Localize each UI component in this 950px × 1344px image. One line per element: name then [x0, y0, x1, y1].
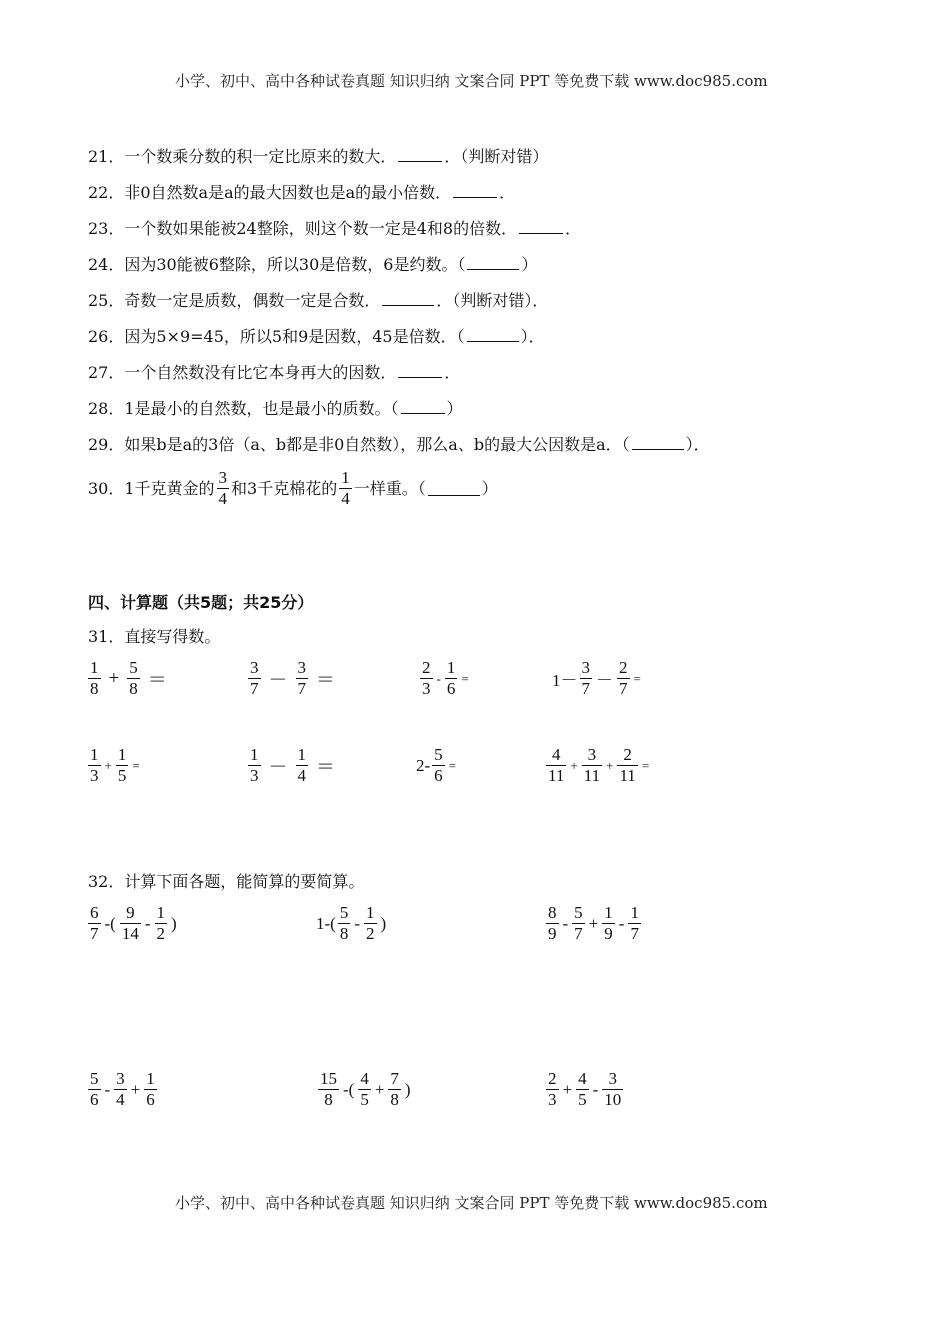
question-26: 26．因为5×9=45，所以5和9是因数，45是倍数．（ ）． [88, 327, 545, 346]
calc-32-1: $\frac{6}{7}$ -( $\frac{9}{14}$ - $\frac{1}{2}$ ) [90, 903, 177, 943]
calc-31-1: $\frac{1}{8}$ + $\frac{5}{8}$ ＝ [90, 658, 167, 698]
page-footer: 小学、初中、高中各种试卷真题 知识归纳 文案合同 PPT 等免费下载 www.doc985.com [175, 1194, 768, 1212]
calc-32-3: $\frac{8}{9}$ - $\frac{5}{7}$ + $\frac{1}{9}$ - $\frac{1}{7}$ [548, 903, 639, 943]
question-21: 21．一个数乘分数的积一定比原来的数大． ．（判断对错） [88, 147, 549, 166]
page-header: 小学、初中、高中各种试卷真题 知识归纳 文案合同 PPT 等免费下载 www.doc985.com [175, 72, 768, 90]
answer-blank[interactable] [632, 435, 684, 450]
question-23: 23．一个数如果能被24整除，则这个数一定是4和8的倍数． ． [88, 219, 582, 238]
calc-31-4: 1－ $\frac{3}{7}$ － $\frac{2}{7}$ = [552, 658, 641, 698]
calc-32-6: $\frac{2}{3}$ + $\frac{4}{5}$ - $\frac{3}{10}$ [548, 1069, 622, 1109]
calc-31-5: $\frac{1}{3}$ + $\frac{1}{5}$ = [90, 745, 140, 785]
question-27: 27．一个自然数没有比它本身再大的因数． ． [88, 363, 461, 382]
question-32: 32．计算下面各题，能简算的要简算。 [88, 872, 365, 891]
calc-31-2: $\frac{3}{7}$ － $\frac{3}{7}$ ＝ [250, 658, 336, 698]
calc-31-6: $\frac{1}{3}$ － $\frac{1}{4}$ ＝ [250, 745, 336, 785]
answer-blank[interactable] [398, 363, 442, 378]
answer-blank[interactable] [382, 291, 434, 306]
answer-blank[interactable] [519, 219, 563, 234]
question-25: 25．奇数一定是质数，偶数一定是合数． ．（判断对错）． [88, 291, 549, 310]
calc-32-5: $\frac{15}{8}$ -( $\frac{4}{5}$ + $\frac{7}{8}$ ) [320, 1069, 411, 1109]
question-29: 29．如果b是a的3倍（a、b都是非0自然数），那么a、b的最大公因数是a．（ ）． [88, 435, 710, 454]
question-24: 24．因为30能被6整除，所以30是倍数，6是约数。（ ） [88, 255, 538, 274]
question-28: 28．1是最小的自然数，也是最小的质数。（ ） [88, 399, 463, 418]
question-31: 31．直接写得数。 [88, 627, 221, 646]
section-title: 四、计算题（共5题；共25分） [88, 593, 314, 612]
answer-blank[interactable] [428, 481, 480, 496]
answer-blank[interactable] [467, 255, 519, 270]
answer-blank[interactable] [453, 183, 497, 198]
question-22: 22．非0自然数a是a的最大因数也是a的最小倍数． ． [88, 183, 516, 202]
fraction: $\frac{3}{4}$ [218, 468, 228, 508]
fraction: $\frac{1}{4}$ [341, 468, 350, 508]
calc-31-8: $\frac{4}{11}$ + $\frac{3}{11}$ + $\frac{2}{11}$ = [548, 745, 650, 785]
question-30: 30．1千克黄金的 $\frac{3}{4}$ 和3千克棉花的 $\frac{1}{4}$ 一样重。（ ） [88, 468, 498, 508]
calc-32-4: $\frac{5}{6}$ - $\frac{3}{4}$ + $\frac{1}{6}$ [90, 1069, 155, 1109]
calc-32-2: 1-( $\frac{5}{8}$ - $\frac{1}{2}$ ) [316, 903, 387, 943]
calc-31-3: $\frac{2}{3}$ - $\frac{1}{6}$ = [422, 658, 469, 698]
answer-blank[interactable] [467, 327, 519, 342]
calc-31-7: 2- $\frac{5}{6}$ = [416, 745, 457, 785]
answer-blank[interactable] [401, 399, 445, 414]
answer-blank[interactable] [398, 147, 442, 162]
